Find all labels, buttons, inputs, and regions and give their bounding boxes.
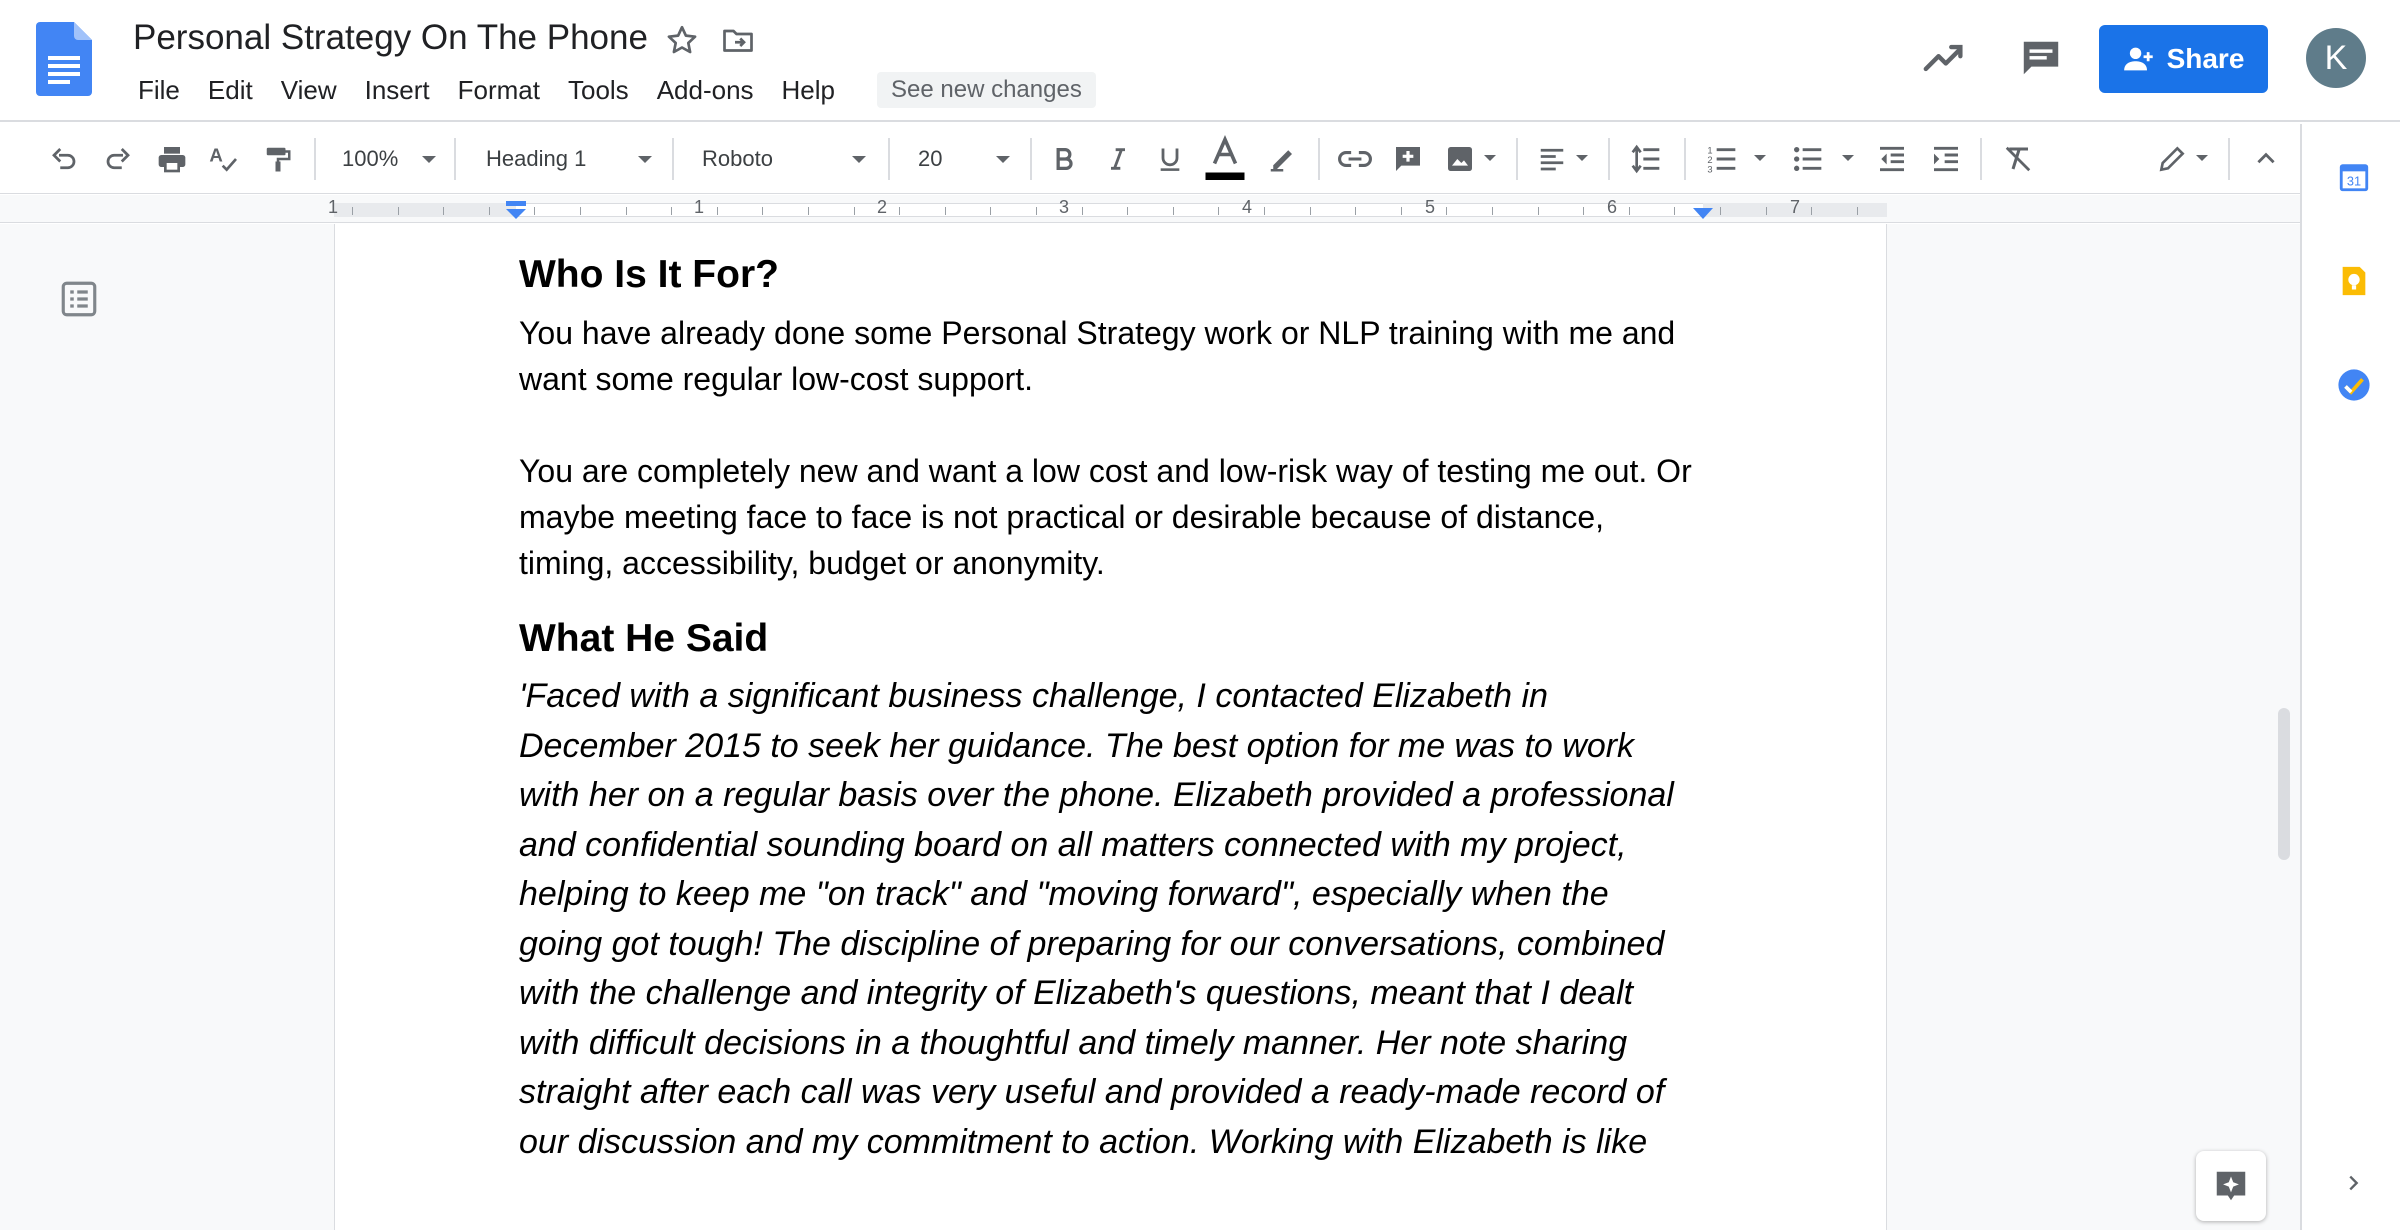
increase-indent-icon[interactable] — [1928, 141, 1964, 177]
menu-bar — [124, 70, 1096, 110]
chevron-down-icon — [422, 156, 436, 163]
ruler-tick — [1173, 207, 1174, 215]
spelling-check-icon[interactable] — [206, 141, 242, 177]
explore-sparkle-icon — [2212, 1167, 2250, 1205]
ruler-tick — [1720, 207, 1721, 215]
document-title[interactable]: Personal Strategy On The Phone — [133, 18, 648, 57]
ruler-tick — [990, 207, 991, 215]
heading-what-he-said[interactable]: What He Said — [519, 617, 769, 660]
ruler-tick — [1264, 207, 1265, 215]
font-size-select[interactable] — [904, 138, 1024, 180]
bulleted-list-icon[interactable] — [1790, 141, 1826, 177]
ruler-tick — [580, 207, 581, 215]
ruler-number: 4 — [1241, 197, 1253, 217]
add-comment-icon[interactable] — [1390, 141, 1426, 177]
italic-icon[interactable] — [1100, 141, 1136, 177]
font-family-value: Roboto — [702, 146, 773, 171]
heading-who-is-it-for[interactable]: Who Is It For? — [519, 253, 779, 296]
ruler-number: 1 — [693, 197, 705, 217]
toolbar-divider — [454, 138, 456, 180]
chevron-down-icon[interactable] — [1576, 155, 1588, 161]
paragraph-style-value: Heading 1 — [486, 146, 587, 171]
menu-edit[interactable]: Edit — [207, 75, 253, 105]
ruler-tick — [899, 207, 900, 215]
clear-formatting-icon[interactable] — [2000, 141, 2036, 177]
ruler-tick — [1766, 207, 1767, 215]
activity-dashboard-icon[interactable] — [1922, 38, 1966, 78]
first-line-indent-marker[interactable] — [505, 201, 527, 226]
show-side-panel-chevron-icon[interactable] — [2342, 1172, 2364, 1194]
numbered-list-icon[interactable] — [1704, 141, 1740, 177]
ruler-number: 7 — [1789, 197, 1801, 217]
ruler-tick — [1811, 207, 1812, 215]
ruler-tick — [1629, 207, 1630, 215]
chevron-down-icon[interactable] — [2196, 155, 2208, 161]
ruler-tick — [1857, 207, 1858, 215]
title-bar — [0, 0, 2400, 122]
explore-button[interactable] — [2196, 1151, 2266, 1221]
svg-text:31: 31 — [2346, 173, 2362, 189]
side-panel — [2300, 124, 2400, 1230]
move-folder-icon[interactable] — [720, 22, 756, 58]
menu-insert[interactable]: Insert — [364, 75, 430, 105]
toolbar-divider — [1684, 138, 1686, 180]
align-left-icon[interactable] — [1534, 141, 1570, 177]
ruler[interactable] — [0, 195, 2300, 223]
toolbar-divider — [672, 138, 674, 180]
menu-format[interactable]: Format — [457, 75, 540, 105]
right-indent-marker[interactable] — [1693, 207, 1713, 225]
undo-icon[interactable] — [46, 141, 82, 177]
ruler-number: 2 — [876, 197, 888, 217]
ruler-tick — [1401, 207, 1402, 215]
svg-text:1: 1 — [1707, 145, 1713, 156]
hide-menus-chevron-up-icon[interactable] — [2248, 141, 2284, 177]
editing-mode-pencil-icon[interactable] — [2152, 141, 2192, 177]
ruler-tick — [1036, 207, 1037, 215]
testimonial-quote[interactable]: 'Faced with a significant business challenge, I contacted Elizabeth in December 2015 to seek her guidance. The best option for me was to work with her on a regular basis over the phone. Elizabeth provided a professional and confidential sounding board on all matters connected with my project, helping to keep me "on track" and "moving forward", especially when the going got tough! The discipline of preparing for our conversations, combined with the challenge and integrity of Elizabeth's questions, meant that I dealt with difficult decisions in a thoughtful and timely manner. Her note sharing straight after each call was very useful and provided a ready-made record of our discussion and my commitment to action. Working with Elizabeth is like — [519, 677, 1674, 1161]
ruler-tick — [1492, 207, 1493, 215]
ruler-tick — [1446, 207, 1447, 215]
toolbar-divider — [1608, 138, 1610, 180]
toolbar-divider — [888, 138, 890, 180]
toolbar-divider — [2228, 138, 2230, 180]
empty-line — [519, 402, 1699, 448]
menu-addons[interactable]: Add-ons — [656, 75, 754, 105]
chevron-down-icon[interactable] — [1484, 155, 1496, 161]
chevron-down-icon — [996, 156, 1010, 163]
docs-logo-icon[interactable] — [36, 22, 92, 96]
toolbar-divider — [314, 138, 316, 180]
comment-history-icon[interactable] — [2018, 36, 2064, 80]
ruler-tick — [1127, 207, 1128, 215]
left-gutter — [22, 224, 332, 1230]
paragraph[interactable]: You are completely new and want a low cost and low-risk way of testing me out. Or maybe meeting face to face is not practical or desirable because of distance, timing, accessibility, budget or anonymity. — [519, 453, 1692, 581]
ruler-tick — [671, 207, 672, 215]
ruler-tick — [352, 207, 353, 215]
ruler-tick — [945, 207, 946, 215]
svg-text:A: A — [209, 144, 223, 166]
ruler-tick — [1082, 207, 1083, 215]
zoom-value: 100% — [342, 146, 399, 171]
menu-file[interactable]: File — [138, 75, 180, 105]
chevron-down-icon — [638, 156, 652, 163]
ruler-tick — [443, 207, 444, 215]
person-add-icon — [2123, 45, 2155, 73]
document-body[interactable] — [519, 246, 1699, 1167]
ruler-tick — [808, 207, 809, 215]
ruler-tick — [854, 207, 855, 215]
toolbar-divider — [1516, 138, 1518, 180]
redo-icon[interactable] — [100, 141, 136, 177]
calendar-icon[interactable] — [2337, 160, 2371, 194]
menu-tools[interactable]: Tools — [567, 75, 629, 105]
zoom-select[interactable] — [330, 138, 448, 180]
chevron-down-icon — [852, 156, 866, 163]
font-family-select[interactable] — [688, 138, 880, 180]
document-outline-icon[interactable] — [58, 278, 100, 320]
tasks-icon[interactable] — [2337, 368, 2371, 402]
paragraph-style-select[interactable] — [470, 138, 660, 180]
ruler-tick — [489, 207, 490, 215]
ruler-tick — [1355, 207, 1356, 215]
ruler-number: 5 — [1424, 197, 1436, 217]
insert-link-icon[interactable] — [1336, 141, 1374, 177]
svg-text:2: 2 — [1707, 155, 1713, 165]
text-color-icon[interactable] — [1204, 134, 1246, 184]
toolbar-divider — [1030, 138, 1032, 180]
ruler-tick — [534, 207, 535, 215]
star-icon[interactable] — [664, 22, 700, 58]
bold-icon[interactable] — [1046, 141, 1082, 177]
chevron-down-icon[interactable] — [1842, 155, 1854, 161]
account-avatar[interactable]: K — [2306, 28, 2366, 88]
scrollbar-thumb[interactable] — [2278, 708, 2290, 860]
paint-format-icon[interactable] — [260, 141, 296, 177]
see-new-changes-button[interactable]: See new changes — [877, 72, 1096, 108]
formatting-toolbar — [0, 124, 2300, 194]
ruler-tick — [1538, 207, 1539, 215]
ruler-track — [334, 203, 1887, 217]
ruler-tick — [1674, 207, 1675, 215]
paragraph[interactable]: You have already done some Personal Strategy work or NLP training with me and want some regular low-cost support. — [519, 315, 1676, 397]
toolbar-divider — [1318, 138, 1320, 180]
ruler-number: 1 — [327, 197, 339, 217]
toolbar-divider — [1980, 138, 1982, 180]
ruler-tick — [762, 207, 763, 215]
decrease-indent-icon[interactable] — [1874, 141, 1910, 177]
ruler-tick — [626, 207, 627, 215]
ruler-number: 3 — [1058, 197, 1070, 217]
chevron-down-icon[interactable] — [1754, 155, 1766, 161]
print-icon[interactable] — [154, 141, 190, 177]
menu-help[interactable]: Help — [781, 75, 836, 105]
share-label: Share — [2166, 43, 2245, 74]
underline-icon[interactable] — [1152, 141, 1188, 177]
ruler-tick — [1218, 207, 1219, 215]
insert-image-icon[interactable] — [1442, 141, 1478, 177]
menu-view[interactable]: View — [280, 75, 337, 105]
ruler-tick — [1583, 207, 1584, 215]
ruler-tick — [398, 207, 399, 215]
ruler-tick — [1310, 207, 1311, 215]
keep-icon[interactable] — [2337, 264, 2371, 298]
share-button[interactable] — [2099, 25, 2268, 93]
line-spacing-icon[interactable] — [1628, 141, 1664, 177]
ruler-tick — [717, 207, 718, 215]
svg-text:3: 3 — [1707, 164, 1713, 175]
highlight-color-icon[interactable] — [1264, 141, 1300, 177]
document-page[interactable] — [334, 224, 1887, 1230]
font-size-value: 20 — [918, 146, 943, 171]
ruler-number: 6 — [1606, 197, 1618, 217]
